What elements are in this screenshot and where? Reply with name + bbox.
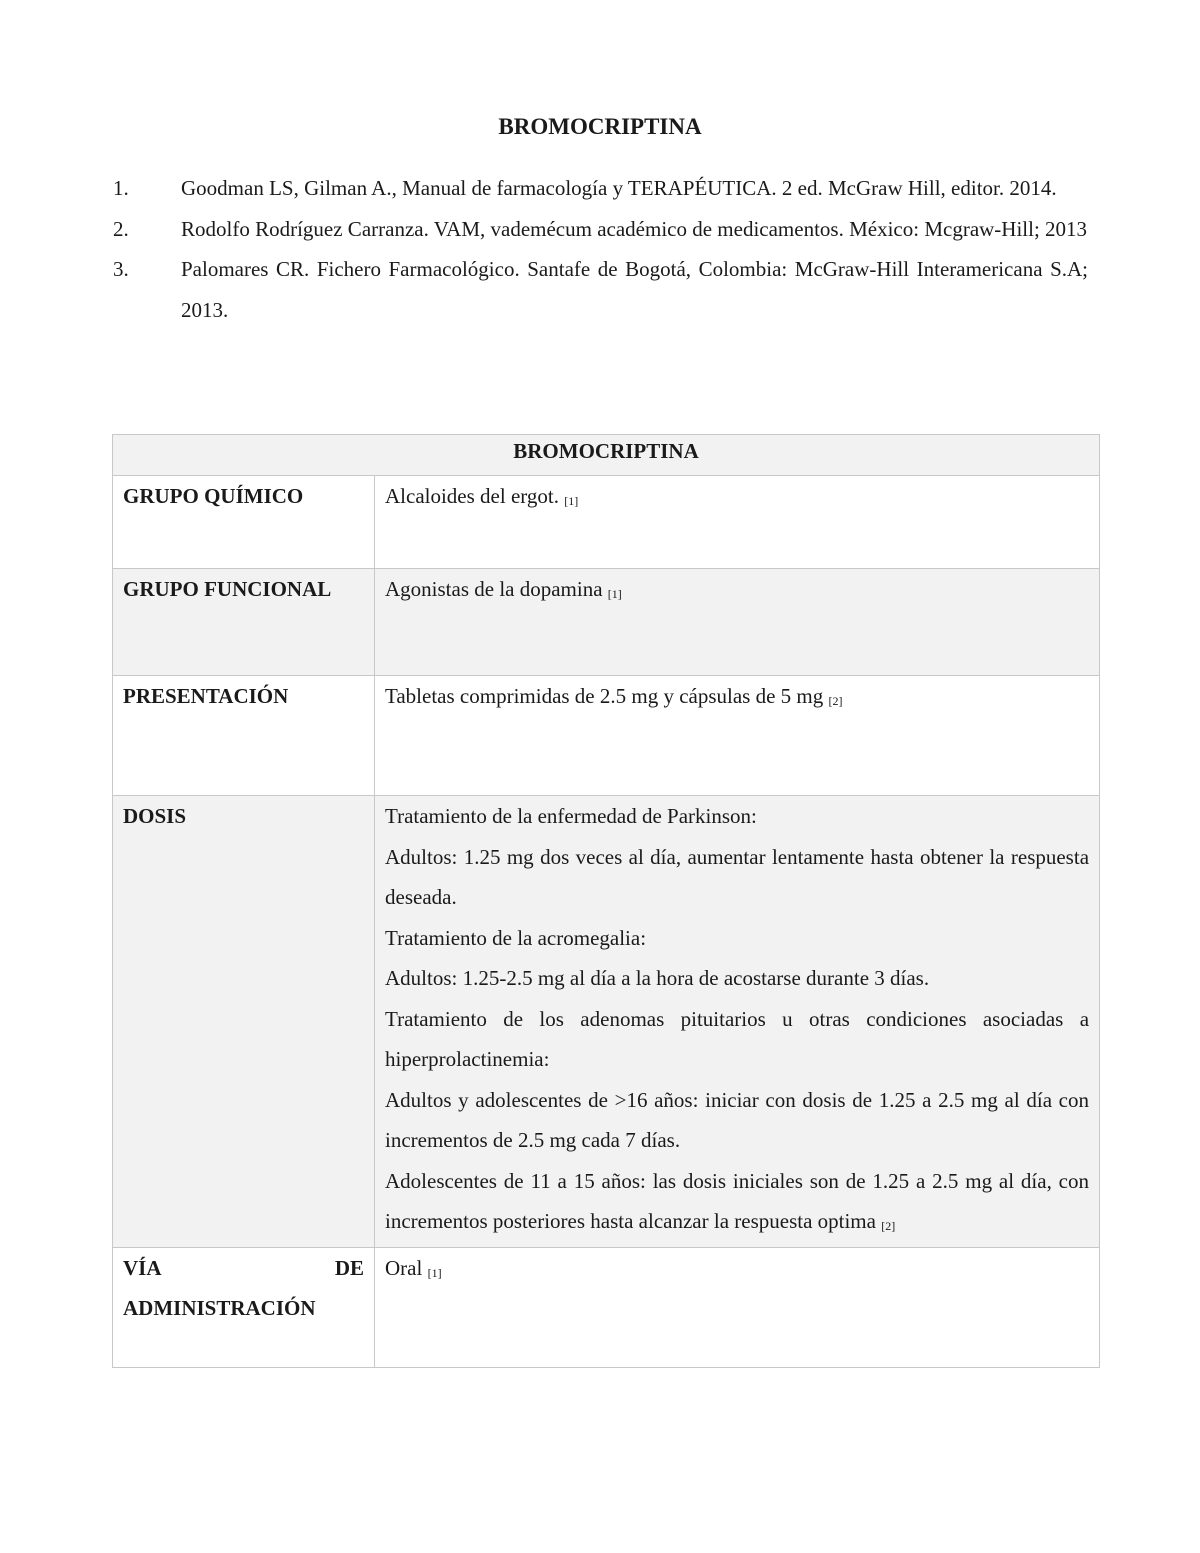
row-label: DOSIS (113, 796, 375, 1248)
dose-line: Adultos: 1.25-2.5 mg al día a la hora de acostarse durante 3 días. (385, 966, 930, 990)
citation-marker: [2] (828, 694, 843, 708)
citation-marker: [1] (427, 1265, 442, 1280)
row-label: GRUPO FUNCIONAL (113, 569, 375, 676)
row-label: GRUPO QUÍMICO (113, 476, 375, 569)
reference-text: Palomares CR. Fichero Farmacológico. Santafe de Bogotá, Colombia: McGraw-Hill Interamericana S.A; 2013. (181, 257, 1088, 322)
table-row (113, 1247, 1100, 1367)
table-row (113, 676, 1100, 796)
citation-marker: [2] (881, 1219, 896, 1233)
row-value (375, 569, 1100, 676)
reference-number: 2. (113, 216, 129, 241)
reference-item (0, 168, 1088, 209)
row-label-line: ADMINISTRACIÓN (123, 1296, 316, 1320)
reference-text: Rodolfo Rodríguez Carranza. VAM, vademécum académico de medicamentos. México: Mcgraw-Hill; 2013 (181, 216, 1088, 241)
dose-line (385, 1161, 1089, 1247)
table-row (113, 569, 1100, 676)
table-header-row (113, 435, 1100, 476)
row-value (375, 1247, 1100, 1367)
value-text: Tabletas comprimidas de 2.5 mg y cápsulas de 5 mg (385, 684, 824, 708)
dose-line: Tratamiento de la acromegalia: (385, 925, 647, 950)
table-header: BROMOCRIPTINA (113, 435, 1100, 476)
drug-info-table (112, 434, 1100, 1368)
table-row (113, 476, 1100, 569)
reference-item (0, 249, 1088, 330)
reference-list (0, 168, 1200, 330)
row-label-line (123, 1248, 364, 1289)
dose-line: Adultos: 1.25 mg dos veces al día, aumentar lentamente hasta obtener la respuesta deseada. (385, 844, 1090, 909)
dose-line: Tratamiento de los adenomas pituitarios u otras condiciones asociadas a hiperprolactinemia: (385, 1006, 1090, 1071)
row-label-word: VÍA (123, 1255, 162, 1280)
citation-marker: [1] (607, 587, 622, 601)
dose-line: Tratamiento de la enfermedad de Parkinson: (385, 804, 757, 828)
dose-line-text: Adolescentes de 11 a 15 años: las dosis iniciales son de 1.25 a 2.5 mg al día, con incrementos posteriores hasta alcanzar la respuesta optima (385, 1168, 1090, 1233)
reference-item (0, 209, 1088, 250)
row-value (375, 676, 1100, 796)
value-text: Oral (385, 1255, 423, 1280)
dose-line: Adultos y adolescentes de >16 años: iniciar con dosis de 1.25 a 2.5 mg al día con incrementos de 2.5 mg cada 7 días. (385, 1087, 1090, 1152)
value-text: Alcaloides del ergot. (385, 484, 559, 508)
reference-number: 3. (113, 257, 129, 281)
table-row (113, 796, 1100, 1248)
document-title: BROMOCRIPTINA (498, 114, 702, 139)
row-label: PRESENTACIÓN (113, 676, 375, 796)
reference-text: Goodman LS, Gilman A., Manual de farmacología y TERAPÉUTICA. 2 ed. McGraw Hill, editor. 2014. (181, 176, 1057, 200)
row-label-word: DE (334, 1255, 364, 1280)
row-label (113, 1247, 375, 1367)
row-value (375, 796, 1100, 1248)
reference-number: 1. (113, 176, 129, 200)
row-value (375, 476, 1100, 569)
citation-marker: [1] (564, 494, 579, 508)
value-text: Agonistas de la dopamina (385, 577, 603, 601)
